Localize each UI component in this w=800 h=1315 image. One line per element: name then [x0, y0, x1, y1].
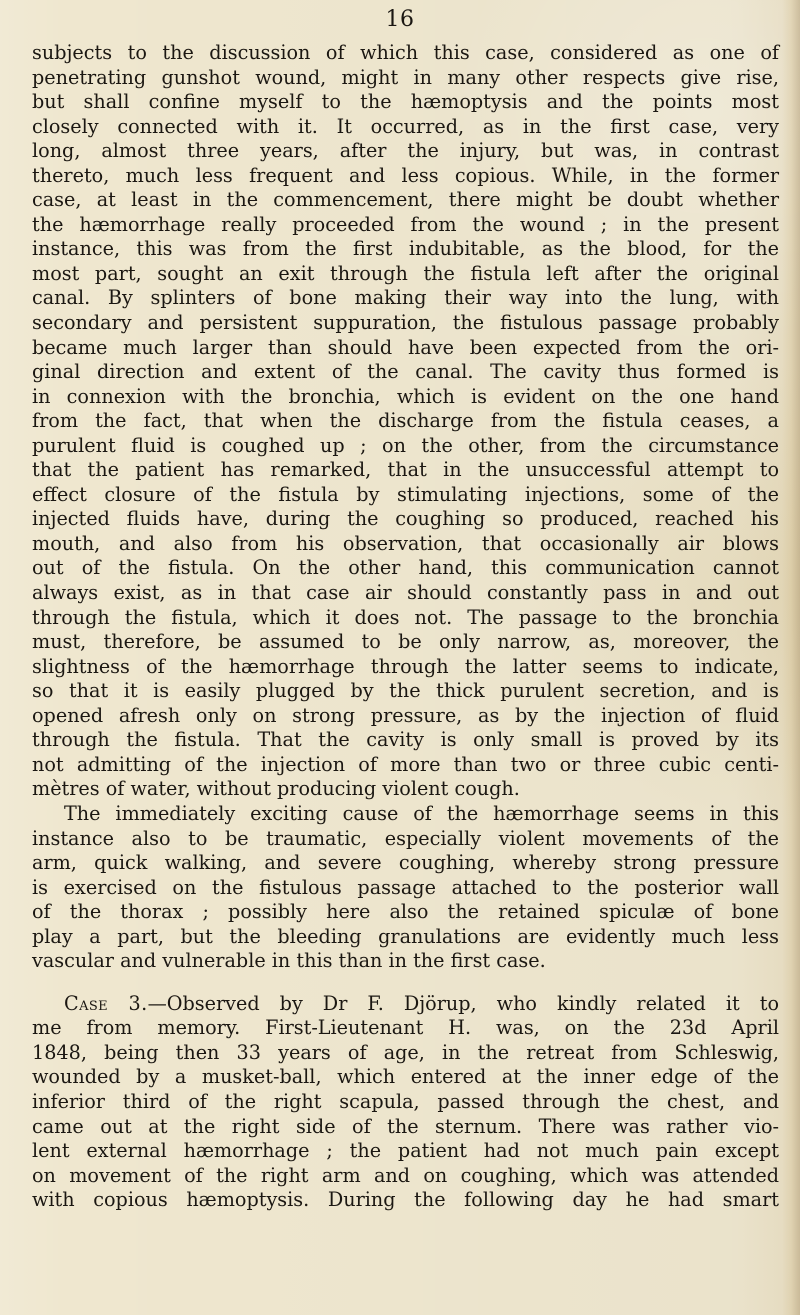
body-text-line: always exist, as in that case air should constantly pass in and out	[32, 581, 779, 605]
body-text-line: secondary and persistent suppuration, the fistulous passage probably	[32, 311, 779, 335]
body-text-line: injected fluids have, during the coughing so produced, reached his	[32, 507, 779, 531]
body-text-line: closely connected with it. It occurred, as in the first case, very	[32, 114, 779, 138]
case-text-line: 1848, being then 33 years of age, in the retreat from Schleswig,	[32, 1040, 779, 1064]
page-edge-shadow	[782, 0, 800, 1315]
case-text-line: lent external hæmorrhage ; the patient had not much pain except	[32, 1139, 779, 1163]
case-text-line: wounded by a musket-ball, which entered at the inner edge of the	[32, 1065, 779, 1089]
body-text-line: effect closure of the fistula by stimulating injections, some of the	[32, 482, 779, 506]
body-text-line: through the fistula. That the cavity is only small is proved by its	[32, 728, 779, 752]
body-text-line: thereto, much less frequent and less copious. While, in the former	[32, 163, 779, 187]
body-text-line: long, almost three years, after the injury, but was, in contrast	[32, 139, 779, 163]
body-text-line: the hæmorrhage really proceeded from the wound ; in the present	[32, 212, 779, 236]
body-text-line: play a part, but the bleeding granulations are evidently much less	[32, 924, 779, 948]
body-text-line: of the thorax ; possibly here also the retained spiculæ of bone	[32, 900, 779, 924]
body-text-line: is exercised on the fistulous passage attached to the posterior wall	[32, 875, 779, 899]
body-text-line: not admitting of the injection of more than two or three cubic centi-	[32, 752, 779, 776]
case-text-line	[32, 992, 779, 1017]
body-paragraphs	[32, 41, 779, 974]
body-text-line: ginal direction and extent of the canal. The cavity thus formed is	[32, 360, 779, 384]
body-text-line: arm, quick walking, and severe coughing, whereby strong pressure	[32, 851, 779, 875]
body-text-line: slightness of the hæmorrhage through the latter seems to indicate,	[32, 654, 779, 678]
case-heading-label: Case 3.	[64, 991, 148, 1015]
case-heading-text: —Observed by Dr F. Djörup, who kindly related it to	[147, 991, 779, 1015]
page-number: 16	[385, 7, 415, 32]
body-text-line: most part, sought an exit through the fistula left after the original	[32, 261, 779, 285]
body-text-line: penetrating gunshot wound, might in many other respects give rise,	[32, 65, 779, 89]
body-text-line: vascular and vulnerable in this than in the first case.	[32, 949, 546, 973]
body-text-line: through the fistula, which it does not. The passage to the bronchia	[32, 605, 779, 629]
case-3-paragraph	[32, 992, 779, 1213]
body-text-line: so that it is easily plugged by the thick purulent secretion, and is	[32, 679, 779, 703]
body-text-line: opened afresh only on strong pressure, as by the injection of fluid	[32, 703, 779, 727]
case-text-line: me from memory. First-Lieutenant H. was, on the 23d April	[32, 1016, 779, 1040]
case-text-line: on movement of the right arm and on coughing, which was attended	[32, 1163, 779, 1187]
body-text-line: mouth, and also from his observation, that occasionally air blows	[32, 531, 779, 555]
body-text-line: but shall confine myself to the hæmoptysis and the points most	[32, 90, 779, 114]
case-text-line: with copious hæmoptysis. During the following day he had smart	[32, 1188, 779, 1212]
document-text-block	[32, 41, 779, 1213]
body-text-line: instance also to be traumatic, especially violent movements of the	[32, 826, 779, 850]
body-text-line: case, at least in the commencement, there might be doubt whether	[32, 188, 779, 212]
body-text-line: must, therefore, be assumed to be only narrow, as, moreover, the	[32, 630, 779, 654]
case-text-line: inferior third of the right scapula, passed through the chest, and	[32, 1089, 779, 1113]
body-text-line: out of the fistula. On the other hand, this communication cannot	[32, 556, 779, 580]
body-text-line: in connexion with the bronchia, which is evident on the one hand	[32, 384, 779, 408]
body-text-line: from the fact, that when the discharge from the fistula ceases, a	[32, 409, 779, 433]
case-text-line: came out at the right side of the sternum. There was rather vio-	[32, 1114, 779, 1138]
body-text-line: The immediately exciting cause of the hæmorrhage seems in this	[64, 801, 779, 825]
body-text-line: mètres of water, without producing violent cough.	[32, 777, 520, 801]
case-section-spacer	[32, 974, 779, 992]
body-text-line: purulent fluid is coughed up ; on the other, from the circumstance	[32, 433, 779, 457]
body-text-line: became much larger than should have been expected from the ori-	[32, 335, 779, 359]
body-text-line: instance, this was from the first indubitable, as the blood, for the	[32, 237, 779, 261]
body-text-line: that the patient has remarked, that in the unsuccessful attempt to	[32, 458, 779, 482]
body-text-line: subjects to the discussion of which this case, considered as one of	[32, 41, 779, 64]
body-text-line: canal. By splinters of bone making their way into the lung, with	[32, 286, 779, 310]
